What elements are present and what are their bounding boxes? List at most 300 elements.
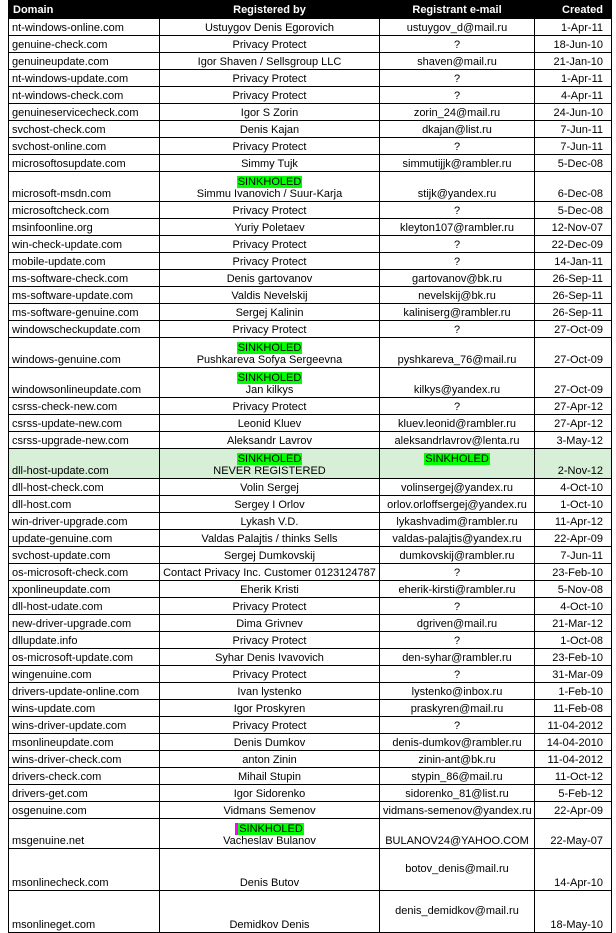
email-stack	[383, 453, 531, 478]
table-row	[9, 121, 612, 138]
registrant-cell	[160, 479, 380, 496]
email-cell: kleyton107@rambler.ru	[380, 219, 535, 236]
email-cell: ?	[380, 87, 535, 104]
created-cell: 2-Nov-12	[535, 449, 612, 479]
domain-cell: win-driver-upgrade.com	[9, 513, 160, 530]
email-cell: ?	[380, 598, 535, 615]
registrant-name: Igor S Zorin	[240, 107, 299, 119]
header-domain: Domain	[9, 1, 160, 19]
created-cell: 21-Mar-12	[535, 615, 612, 632]
table-row	[9, 287, 612, 304]
email-cell: aleksandrlavrov@lenta.ru	[380, 432, 535, 449]
registrant-name: Privacy Protect	[232, 205, 307, 217]
registrant-cell	[160, 19, 380, 36]
table-row	[9, 547, 612, 564]
registrant-cell	[160, 891, 380, 933]
created-cell: 4-Apr-11	[535, 87, 612, 104]
registrant-stack	[163, 342, 376, 367]
registrant-name: Pushkareva Sofya Sergeevna	[196, 354, 343, 366]
domain-cell: genuineupdate.com	[9, 53, 160, 70]
email-cell	[380, 891, 535, 933]
table-row	[9, 253, 612, 270]
created-cell: 27-Apr-12	[535, 415, 612, 432]
email-stack	[383, 863, 531, 890]
table-row	[9, 530, 612, 547]
email-cell: dkajan@list.ru	[380, 121, 535, 138]
domain-cell: nt-windows-update.com	[9, 70, 160, 87]
domain-cell: os-microsoft-check.com	[9, 564, 160, 581]
registrant-cell	[160, 632, 380, 649]
sinkholed-badge: SINKHOLED	[237, 176, 302, 188]
created-cell: 6-Dec-08	[535, 172, 612, 202]
domain-cell: update-genuine.com	[9, 530, 160, 547]
registrant-cell	[160, 172, 380, 202]
registrant-name: Yuriy Poletaev	[234, 222, 305, 234]
email-cell: ?	[380, 236, 535, 253]
email-cell: sidorenko_81@list.ru	[380, 785, 535, 802]
email-cell: vidmans-semenov@yandex.ru	[380, 802, 535, 819]
domain-cell: wins-update.com	[9, 700, 160, 717]
registrant-name: Privacy Protect	[232, 324, 307, 336]
domain-cell: os-microsoft-update.com	[9, 649, 160, 666]
domain-cell: svchost-online.com	[9, 138, 160, 155]
registrant-name: Jan kilkys	[245, 384, 294, 396]
registrant-cell	[160, 598, 380, 615]
registrant-cell	[160, 219, 380, 236]
domain-cell: dllupdate.info	[9, 632, 160, 649]
table-row	[9, 53, 612, 70]
email-cell	[380, 849, 535, 891]
email-cell: nevelskij@bk.ru	[380, 287, 535, 304]
email-cell: eherik-kirsti@rambler.ru	[380, 581, 535, 598]
email-cell: ?	[380, 398, 535, 415]
domain-registration-table	[8, 0, 612, 933]
registrant-cell	[160, 368, 380, 398]
table-row	[9, 479, 612, 496]
domain-cell: new-driver-upgrade.com	[9, 615, 160, 632]
registrant-cell	[160, 432, 380, 449]
registrant-name: Privacy Protect	[232, 141, 307, 153]
registrant-name: Valdas Palajtis / thinks Sells	[201, 533, 338, 545]
registrant-name: Syhar Denis Ivavovich	[215, 652, 324, 664]
created-cell: 22-May-07	[535, 819, 612, 849]
registrant-cell	[160, 138, 380, 155]
domain-cell: svchost-check.com	[9, 121, 160, 138]
registrant-cell	[160, 270, 380, 287]
domain-cell: msonlineget.com	[9, 891, 160, 933]
email-cell: ?	[380, 632, 535, 649]
email-cell: ?	[380, 564, 535, 581]
table-row	[9, 398, 612, 415]
registrant-cell	[160, 253, 380, 270]
created-cell: 27-Apr-12	[535, 398, 612, 415]
email-cell: denis-dumkov@rambler.ru	[380, 734, 535, 751]
domain-cell: win-check-update.com	[9, 236, 160, 253]
created-cell: 27-Oct-09	[535, 321, 612, 338]
registrant-cell	[160, 513, 380, 530]
registrant-name: Eherik Kristi	[240, 584, 299, 596]
registrant-name: Volin Sergej	[240, 482, 299, 494]
registrant-name: Leonid Kluev	[237, 418, 302, 430]
table-row	[9, 19, 612, 36]
registrant-name: Sergej Dumkovskij	[223, 550, 316, 562]
registrant-email: denis_demidkov@mail.ru	[395, 905, 519, 917]
table-row	[9, 368, 612, 398]
created-cell: 21-Jan-10	[535, 53, 612, 70]
email-cell: stijk@yandex.ru	[380, 172, 535, 202]
email-cell: zinin-ant@bk.ru	[380, 751, 535, 768]
table-row	[9, 632, 612, 649]
domain-cell: mobile-update.com	[9, 253, 160, 270]
registrant-cell	[160, 398, 380, 415]
registrant-name: Vacheslav Bulanov	[223, 835, 316, 847]
email-cell: ?	[380, 36, 535, 53]
domain-cell: microsoft-msdn.com	[9, 172, 160, 202]
registrant-cell	[160, 649, 380, 666]
registrant-name: Sergey I Orlov	[234, 499, 305, 511]
email-cell: ?	[380, 202, 535, 219]
registrant-name: Mihail Stupin	[238, 771, 301, 783]
registrant-cell	[160, 36, 380, 53]
email-cell: lykashvadim@rambler.ru	[380, 513, 535, 530]
sinkholed-badge: SINKHOLED	[237, 342, 302, 354]
table-row	[9, 700, 612, 717]
sinkholed-badge: SINKHOLED	[237, 372, 302, 384]
created-cell: 5-Nov-08	[535, 581, 612, 598]
created-cell: 3-May-12	[535, 432, 612, 449]
registrant-cell	[160, 717, 380, 734]
table-row	[9, 432, 612, 449]
domain-cell: drivers-check.com	[9, 768, 160, 785]
email-cell: ?	[380, 253, 535, 270]
created-cell: 1-Oct-10	[535, 496, 612, 513]
table-row	[9, 415, 612, 432]
created-cell: 23-Feb-10	[535, 564, 612, 581]
domain-cell: msgenuine.net	[9, 819, 160, 849]
registrant-name: Simmy Tujk	[241, 158, 298, 170]
email-cell: dumkovskij@rambler.ru	[380, 547, 535, 564]
domain-cell: osgenuine.com	[9, 802, 160, 819]
domain-cell: wingenuine.com	[9, 666, 160, 683]
registrant-name: NEVER REGISTERED	[213, 465, 326, 477]
registrant-name: Denis Kajan	[239, 124, 300, 136]
registrant-stack	[163, 823, 376, 848]
domain-cell: ms-software-check.com	[9, 270, 160, 287]
domain-cell: windows-genuine.com	[9, 338, 160, 368]
created-cell: 18-Jun-10	[535, 36, 612, 53]
created-cell: 18-May-10	[535, 891, 612, 933]
created-cell: 11-04-2012	[535, 717, 612, 734]
registrant-email: botov_denis@mail.ru	[405, 863, 509, 875]
email-cell: den-syhar@rambler.ru	[380, 649, 535, 666]
domain-cell: svchost-update.com	[9, 547, 160, 564]
registrant-cell	[160, 121, 380, 138]
email-cell: zorin_24@mail.ru	[380, 104, 535, 121]
registrant-name: Privacy Protect	[232, 720, 307, 732]
created-cell: 5-Feb-12	[535, 785, 612, 802]
domain-cell: dll-host.com	[9, 496, 160, 513]
created-cell: 26-Sep-11	[535, 287, 612, 304]
table-row	[9, 513, 612, 530]
table-row	[9, 615, 612, 632]
registrant-name: Valdis Nevelskij	[231, 290, 308, 302]
registrant-email	[455, 465, 458, 478]
registrant-cell	[160, 236, 380, 253]
domain-cell: genuine-check.com	[9, 36, 160, 53]
email-cell: orlov.orloffsergej@yandex.ru	[380, 496, 535, 513]
registrant-cell	[160, 496, 380, 513]
email-cell: ?	[380, 70, 535, 87]
registrant-stack	[163, 453, 376, 478]
domain-cell: csrss-update-new.com	[9, 415, 160, 432]
registrant-cell	[160, 849, 380, 891]
domain-cell: drivers-get.com	[9, 785, 160, 802]
created-cell: 1-Apr-11	[535, 70, 612, 87]
created-cell: 11-Oct-12	[535, 768, 612, 785]
email-cell: ?	[380, 138, 535, 155]
email-cell: praskyren@mail.ru	[380, 700, 535, 717]
header-registrant-email: Registrant e-mail	[380, 1, 535, 19]
created-cell: 4-Oct-10	[535, 598, 612, 615]
table-row	[9, 849, 612, 891]
table-row	[9, 155, 612, 172]
email-cell: BULANOV24@YAHOO.COM	[380, 819, 535, 849]
table-row	[9, 172, 612, 202]
table-row	[9, 138, 612, 155]
registrant-name: Demidkov Denis	[229, 919, 310, 931]
domain-cell: msonlineupdate.com	[9, 734, 160, 751]
registrant-name: Simmu Ivanovich / Suur-Karja	[196, 188, 343, 200]
created-cell: 11-04-2012	[535, 751, 612, 768]
registrant-name: Dima Grivnev	[236, 618, 303, 630]
registrant-cell	[160, 155, 380, 172]
email-stack	[383, 905, 531, 932]
domain-cell: dll-host-udate.com	[9, 598, 160, 615]
created-cell: 14-04-2010	[535, 734, 612, 751]
created-cell: 1-Feb-10	[535, 683, 612, 700]
registrant-stack	[163, 372, 376, 397]
created-cell: 11-Feb-08	[535, 700, 612, 717]
registrant-cell	[160, 802, 380, 819]
created-cell: 22-Apr-09	[535, 802, 612, 819]
sinkholed-badge: SINKHOLED	[237, 453, 302, 465]
table-row	[9, 802, 612, 819]
table-row	[9, 581, 612, 598]
created-cell: 1-Oct-08	[535, 632, 612, 649]
domain-cell: msinfoonline.org	[9, 219, 160, 236]
table-row	[9, 649, 612, 666]
created-cell: 23-Feb-10	[535, 649, 612, 666]
registrant-cell	[160, 87, 380, 104]
created-cell: 26-Sep-11	[535, 304, 612, 321]
email-cell: stypin_86@mail.ru	[380, 768, 535, 785]
domain-cell: nt-windows-online.com	[9, 19, 160, 36]
created-cell: 27-Oct-09	[535, 368, 612, 398]
registrant-cell	[160, 287, 380, 304]
table-row	[9, 104, 612, 121]
registrant-name: Sergej Kalinin	[235, 307, 304, 319]
email-cell: lystenko@inbox.ru	[380, 683, 535, 700]
registrant-name: Ivan lystenko	[237, 686, 302, 698]
registrant-cell	[160, 449, 380, 479]
table-row	[9, 70, 612, 87]
domain-cell: microsoftosupdate.com	[9, 155, 160, 172]
registrant-cell	[160, 785, 380, 802]
registrant-name: Denis Dumkov	[233, 737, 306, 749]
registrant-name: Privacy Protect	[232, 401, 307, 413]
registrant-name: Privacy Protect	[232, 90, 307, 102]
created-cell: 1-Apr-11	[535, 19, 612, 36]
created-cell: 14-Apr-10	[535, 849, 612, 891]
registrant-name: Privacy Protect	[232, 256, 307, 268]
created-cell: 5-Dec-08	[535, 202, 612, 219]
header-row	[9, 1, 612, 19]
email-cell: ?	[380, 666, 535, 683]
registrant-name: anton Zinin	[242, 754, 297, 766]
registrant-name: Privacy Protect	[232, 39, 307, 51]
table-row	[9, 449, 612, 479]
table-body	[9, 19, 612, 933]
domain-cell: dll-host-update.com	[9, 449, 160, 479]
sinkholed-badge: SINKHOLED	[235, 823, 304, 835]
email-cell: kluev.leonid@rambler.ru	[380, 415, 535, 432]
domain-cell: ms-software-genuine.com	[9, 304, 160, 321]
email-cell: ustuygov_d@mail.ru	[380, 19, 535, 36]
registrant-name: Vidmans Semenov	[223, 805, 316, 817]
registrant-cell	[160, 53, 380, 70]
domain-cell: windowscheckupdate.com	[9, 321, 160, 338]
table-row	[9, 751, 612, 768]
email-cell: dgriven@mail.ru	[380, 615, 535, 632]
table-row	[9, 202, 612, 219]
created-cell: 5-Dec-08	[535, 155, 612, 172]
created-cell: 24-Jun-10	[535, 104, 612, 121]
table-row	[9, 219, 612, 236]
registrant-cell	[160, 564, 380, 581]
table-row	[9, 785, 612, 802]
domain-cell: wins-driver-update.com	[9, 717, 160, 734]
created-cell: 7-Jun-11	[535, 121, 612, 138]
domain-cell: msonlinecheck.com	[9, 849, 160, 891]
registrant-cell	[160, 581, 380, 598]
table-row	[9, 236, 612, 253]
email-cell: shaven@mail.ru	[380, 53, 535, 70]
table-row	[9, 768, 612, 785]
created-cell: 22-Apr-09	[535, 530, 612, 547]
registrant-name: Privacy Protect	[232, 73, 307, 85]
registrant-cell	[160, 530, 380, 547]
table-row	[9, 270, 612, 287]
registrant-stack	[163, 176, 376, 201]
domain-cell: windowsonlineupdate.com	[9, 368, 160, 398]
created-cell: 7-Jun-11	[535, 547, 612, 564]
email-cell	[380, 449, 535, 479]
table-row	[9, 87, 612, 104]
table-row	[9, 496, 612, 513]
domain-cell: drivers-update-online.com	[9, 683, 160, 700]
created-cell: 14-Jan-11	[535, 253, 612, 270]
email-cell: gartovanov@bk.ru	[380, 270, 535, 287]
registrant-cell	[160, 615, 380, 632]
table-row	[9, 564, 612, 581]
registrant-name: Privacy Protect	[232, 601, 307, 613]
created-cell: 22-Dec-09	[535, 236, 612, 253]
created-cell: 11-Apr-12	[535, 513, 612, 530]
registrant-name: Privacy Protect	[232, 635, 307, 647]
registrant-name: Denis gartovanov	[226, 273, 313, 285]
table-row	[9, 304, 612, 321]
registrant-cell	[160, 819, 380, 849]
domain-cell: ms-software-update.com	[9, 287, 160, 304]
created-cell: 27-Oct-09	[535, 338, 612, 368]
table-row	[9, 36, 612, 53]
table-row	[9, 891, 612, 933]
registrant-cell	[160, 734, 380, 751]
email-cell: ?	[380, 717, 535, 734]
domain-cell: nt-windows-check.com	[9, 87, 160, 104]
domain-cell: csrss-upgrade-new.com	[9, 432, 160, 449]
created-cell: 31-Mar-09	[535, 666, 612, 683]
table-row	[9, 819, 612, 849]
registrant-name: Privacy Protect	[232, 239, 307, 251]
registrant-cell	[160, 666, 380, 683]
registrant-name: Igor Shaven / Sellsgroup LLC	[197, 56, 342, 68]
registrant-name: Privacy Protect	[232, 669, 307, 681]
email-cell: simmutijjk@rambler.ru	[380, 155, 535, 172]
domain-cell: dll-host-check.com	[9, 479, 160, 496]
email-cell: valdas-palajtis@yandex.ru	[380, 530, 535, 547]
table-row	[9, 717, 612, 734]
domain-cell: microsoftcheck.com	[9, 202, 160, 219]
registrant-name: Denis Butov	[239, 877, 300, 889]
created-cell: 4-Oct-10	[535, 479, 612, 496]
registrant-cell	[160, 202, 380, 219]
email-cell: ?	[380, 321, 535, 338]
table-row	[9, 683, 612, 700]
registrant-name: Lykash V.D.	[240, 516, 299, 528]
registrant-cell	[160, 70, 380, 87]
registrant-cell	[160, 683, 380, 700]
email-cell: kaliniserg@rambler.ru	[380, 304, 535, 321]
table-row	[9, 321, 612, 338]
registrant-name: Aleksandr Lavrov	[227, 435, 312, 447]
created-cell: 26-Sep-11	[535, 270, 612, 287]
created-cell: 12-Nov-07	[535, 219, 612, 236]
registrant-cell	[160, 768, 380, 785]
registrant-cell	[160, 338, 380, 368]
header-created: Created	[535, 1, 612, 19]
registrant-name: Igor Sidorenko	[233, 788, 306, 800]
email-cell: kilkys@yandex.ru	[380, 368, 535, 398]
header-registered-by: Registered by	[160, 1, 380, 19]
table-row	[9, 338, 612, 368]
domain-cell: genuineservicecheck.com	[9, 104, 160, 121]
registrant-name: Ustuygov Denis Egorovich	[204, 22, 334, 34]
table-row	[9, 666, 612, 683]
created-cell: 7-Jun-11	[535, 138, 612, 155]
registrant-cell	[160, 304, 380, 321]
table-row	[9, 734, 612, 751]
registrant-cell	[160, 751, 380, 768]
domain-cell: wins-driver-check.com	[9, 751, 160, 768]
domain-cell: xponlineupdate.com	[9, 581, 160, 598]
registration-table-wrapper	[8, 0, 611, 933]
email-cell: pyshkareva_76@mail.ru	[380, 338, 535, 368]
domain-cell: csrss-check-new.com	[9, 398, 160, 415]
registrant-cell	[160, 104, 380, 121]
table-row	[9, 598, 612, 615]
registrant-cell	[160, 415, 380, 432]
